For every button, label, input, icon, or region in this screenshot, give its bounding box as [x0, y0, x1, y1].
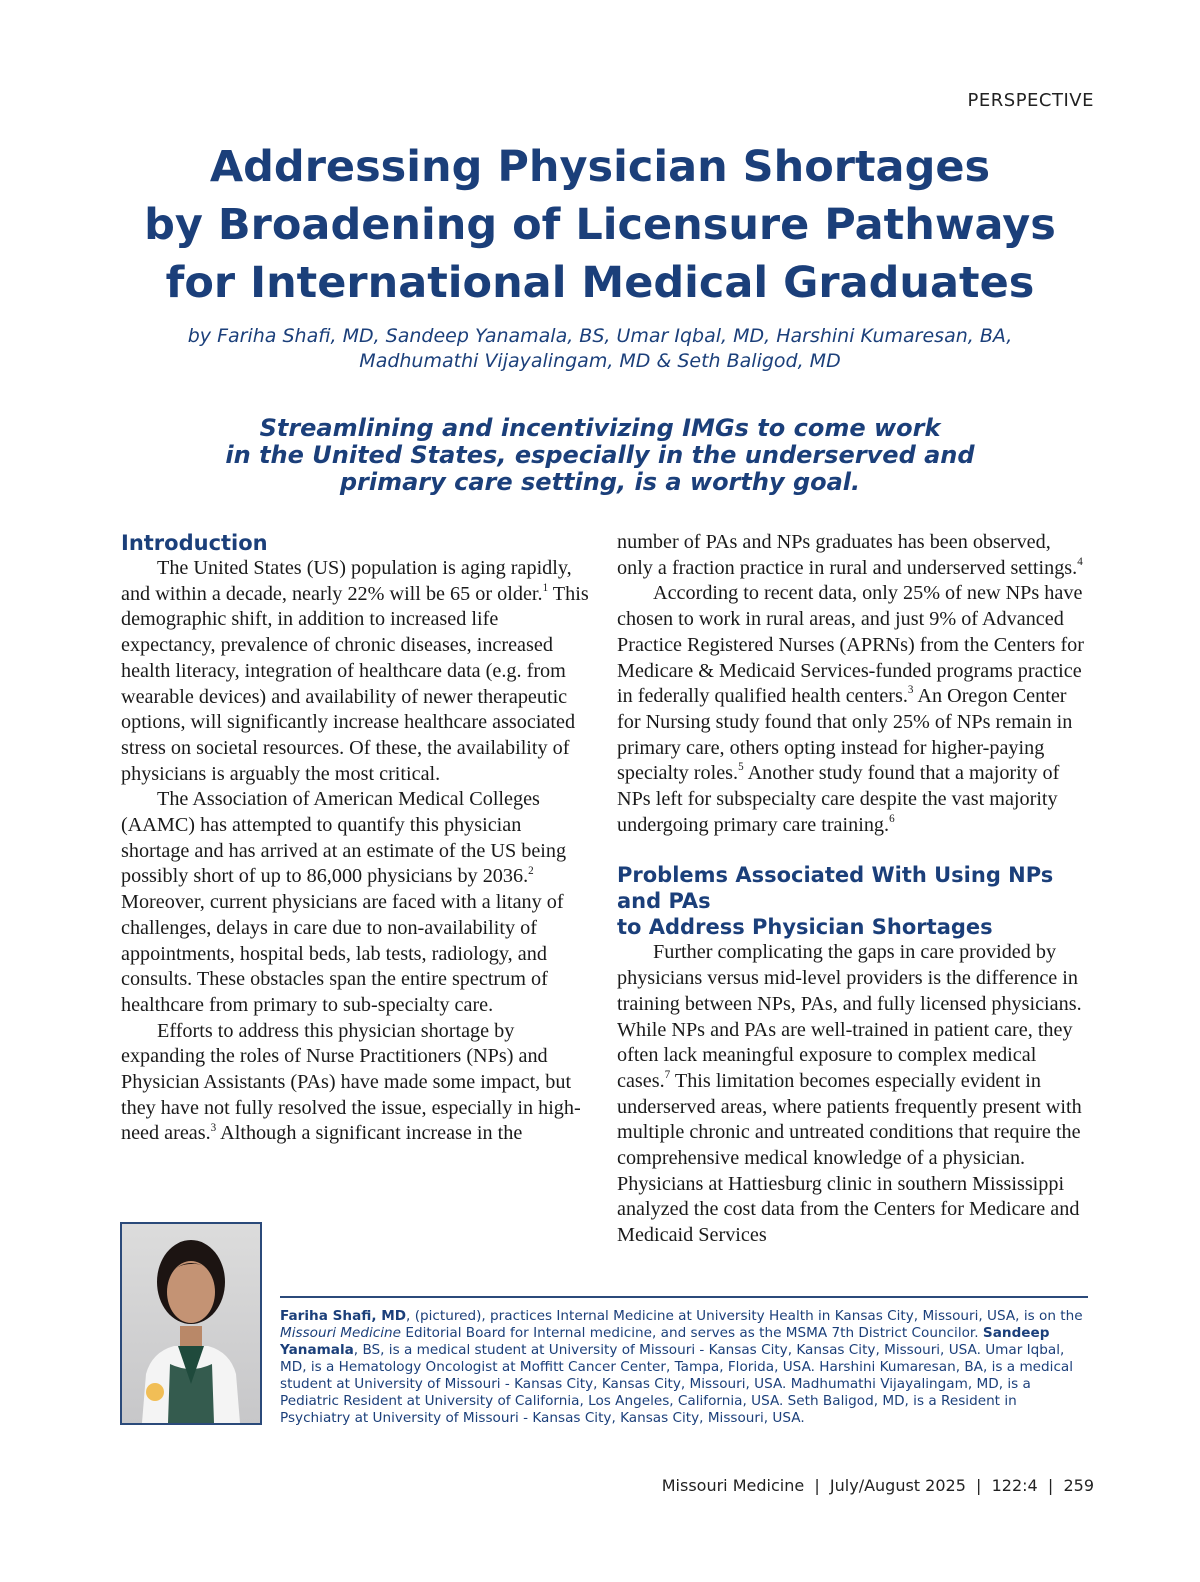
- bio-text: , (pictured), practices Internal Medicine at University Health in Kansas City, Missouri, USA, is on the: [406, 1308, 1083, 1324]
- reference-number: 2: [528, 864, 534, 877]
- paragraph-text: This demographic shift, in addition to increased life expectancy, prevalence of chronic diseases, increased health literacy, integration of healthcare data (e.g. from wearable devices) and availability of newer therapeutic options, will significantly increase healthcare associated stress on societal resources. Of these, the availability of physicians is arguably the most critical.: [121, 582, 589, 785]
- problems-heading: [617, 862, 1087, 940]
- paragraph-text: number of PAs and NPs graduates has been observed, only a fraction practice in rural and underserved settings.: [617, 531, 1078, 579]
- section-label: PERSPECTIVE: [967, 90, 1094, 111]
- badge-logo-shape: [146, 1383, 164, 1401]
- reference-number: 4: [1077, 555, 1083, 568]
- heading-line: Problems Associated With Using NPs and PAs: [617, 863, 1054, 914]
- title-line: Addressing Physician Shortages: [209, 142, 991, 192]
- paragraph-text: Moreover, current physicians are faced with a litany of challenges, delays in care due to non-availability of appointments, hospital beds, lab tests, radiology, and consults. These obstacles span the entire spectrum of healthcare from primary to sub-specialty care.: [121, 891, 564, 1016]
- paragraph-text: This limitation becomes especially evident in underserved areas, where patients frequently present with multiple chronic and untreated conditions that require the comprehensive medical knowledge of a physician. Physicians at Hattiesburg clinic in southern Mississippi analyzed the cost data from the Centers for Medicare and Medicaid Services: [617, 1069, 1082, 1247]
- bio-text: , BS, is a medical student at University of Missouri - Kansas City, Kansas City, Missouri, USA. Umar Iqbal, MD, is a Hematology Oncologist at Moffitt Cancer Center, Tampa, Florida, USA. Harshini Kumaresan, BA, is a medical student at University of Missouri - Kansas City, Kansas City, Missouri, USA. Madhumathi Vijayalingam, MD, is a Pediatric Resident at University of California, Los Angeles, California, USA. Seth Baligod, MD, is a Resident in Psychiatry at University of Missouri - Kansas City, Kansas City, Missouri, USA.: [280, 1342, 1074, 1426]
- left-column: [121, 530, 591, 1147]
- section-spacer: [617, 838, 1087, 862]
- reference-number: 6: [889, 812, 895, 825]
- author-photo: [120, 1222, 262, 1425]
- reference-number: 3: [907, 684, 914, 697]
- title-line: by Broadening of Licensure Pathways: [144, 200, 1056, 250]
- deck-line: in the United States, especially in the underserved and: [225, 441, 975, 469]
- byline-line: Madhumathi Vijayalingam, MD & Seth Baligod, MD: [359, 350, 841, 372]
- paragraph: [121, 787, 591, 1018]
- reference-number: 7: [664, 1069, 671, 1082]
- article-deck: [200, 415, 1000, 496]
- deck-line: Streamlining and incentivizing IMGs to come work: [259, 414, 941, 442]
- reference-number: 5: [738, 761, 744, 774]
- reference-number: 1: [542, 581, 549, 594]
- paragraph: [617, 581, 1087, 838]
- blouse-lower-shape: [168, 1364, 214, 1423]
- paragraph: [617, 940, 1087, 1248]
- title-line: for International Medical Graduates: [165, 258, 1035, 308]
- introduction-heading: Introduction: [121, 531, 268, 555]
- paragraph: [121, 556, 591, 787]
- paragraph-text: Another study found that a majority of NPs left for subspecialty care despite the vast majority undergoing primary care training.: [617, 762, 1060, 836]
- right-column: [617, 530, 1087, 1249]
- paragraph-text: Further complicating the gaps in care provided by physicians versus mid-level providers is the difference in training between NPs, PAs, and fully licensed physicians. While NPs and PAs are well-trained in patient care, they often lack meaningful exposure to complex medical cases.: [617, 941, 1082, 1092]
- paragraph-text: According to recent data, only 25% of new NPs have chosen to work in rural areas, and just 9% of Advanced Practice Registered Nurses (APRNs) from the Centers for Medicare & Medicaid Services-funded programs practice in federally qualified health centers.: [617, 582, 1084, 708]
- deck-line: primary care setting, is a worthy goal.: [339, 468, 861, 496]
- author-bio: [280, 1308, 1088, 1427]
- paragraph-text: An Oregon Center for Nursing study found that only 25% of NPs remain in primary care, others opting instead for higher-paying specialty roles.: [617, 685, 1073, 785]
- face-shape: [167, 1261, 215, 1323]
- bio-name: Sandeep Yanamala: [280, 1325, 1050, 1358]
- paragraph-continued: [617, 530, 1087, 581]
- author-portrait-illustration: [122, 1224, 260, 1423]
- paragraph-text: Although a significant increase in the: [216, 1122, 523, 1145]
- article-title: [100, 138, 1100, 312]
- neck-shape: [180, 1326, 202, 1346]
- paragraph-text: The Association of American Medical Colleges (AAMC) has attempted to quantify this physician shortage and has arrived at an estimate of the US being possibly short of up to 86,000 physicians by 2036.: [121, 788, 567, 888]
- bio-divider: [280, 1296, 1088, 1298]
- paragraph-text: The United States (US) population is aging rapidly, and within a decade, nearly 22% will be 65 or older.: [121, 557, 572, 605]
- author-byline: [100, 324, 1100, 374]
- bio-journal: Missouri Medicine: [280, 1325, 402, 1341]
- byline-line: by Fariha Shafi, MD, Sandeep Yanamala, BS, Umar Iqbal, MD, Harshini Kumaresan, BA,: [187, 325, 1013, 347]
- bio-text: Editorial Board for Internal medicine, and serves as the MSMA 7th District Councilor.: [401, 1325, 983, 1341]
- heading-line: to Address Physician Shortages: [617, 915, 993, 940]
- reference-number: 3: [210, 1121, 217, 1134]
- page-footer: Missouri Medicine | July/August 2025 | 122:4 | 259: [661, 1476, 1094, 1495]
- paragraph-text: Efforts to address this physician shortage by expanding the roles of Nurse Practitioners (NPs) and Physician Assistants (PAs) have made some impact, but they have not fully resolved the issue, especially in high-need areas.: [121, 1019, 581, 1145]
- bio-name: Fariha Shafi, MD: [280, 1308, 407, 1324]
- paragraph: [121, 1019, 591, 1148]
